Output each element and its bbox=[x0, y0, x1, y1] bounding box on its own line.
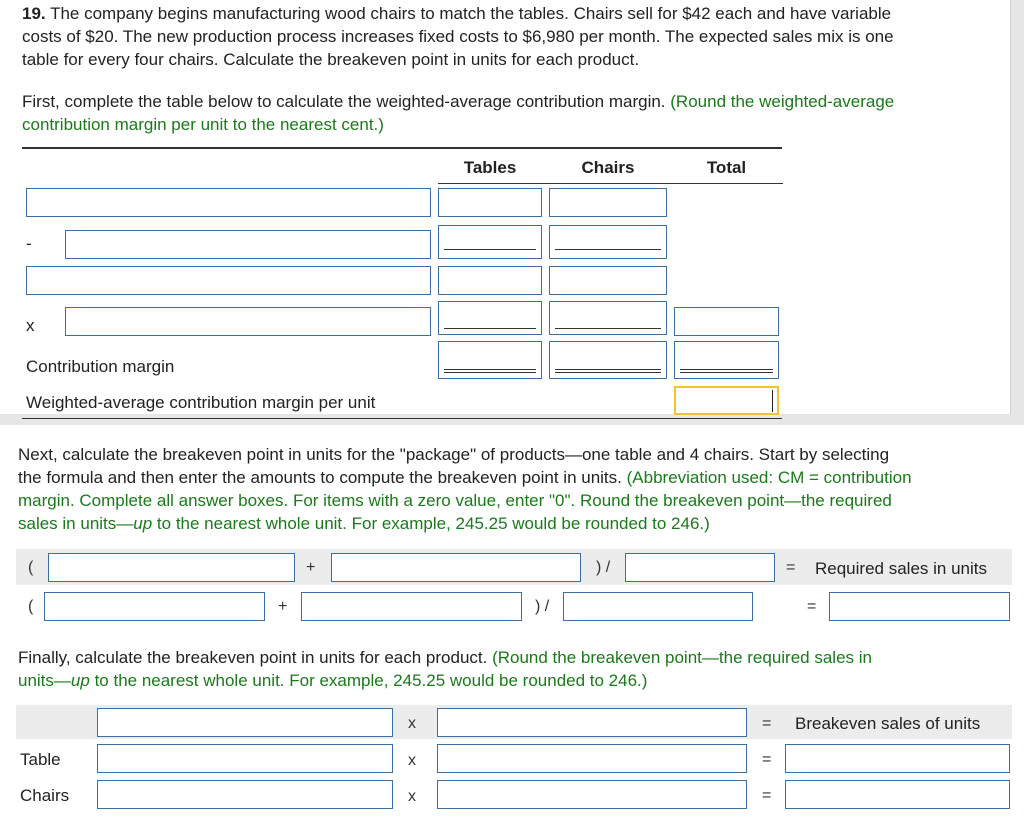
row4-label-input[interactable] bbox=[65, 307, 431, 336]
double-underline-top bbox=[555, 369, 661, 370]
chairs-item2-input[interactable] bbox=[437, 780, 747, 809]
chairs-result-input[interactable] bbox=[785, 780, 1010, 809]
row3-tables-input[interactable] bbox=[438, 266, 542, 295]
text-cursor bbox=[772, 390, 773, 412]
part3-line2-c: to the nearest whole unit. For example, 245.25 would be rounded to 246.) bbox=[89, 671, 648, 690]
row2-tables-input[interactable] bbox=[438, 225, 542, 259]
part3-line2-up: up bbox=[70, 671, 90, 690]
equals-sign: = bbox=[807, 598, 817, 615]
part2-line4-up: up bbox=[133, 514, 153, 533]
part3-line2-a: units— bbox=[18, 671, 71, 690]
underline bbox=[444, 249, 536, 250]
minus-sign: - bbox=[26, 234, 32, 253]
underline bbox=[555, 328, 661, 329]
part2-line4-a: sales in units— bbox=[18, 514, 134, 533]
close-paren-divide: ) / bbox=[596, 559, 611, 576]
row4-tables-input[interactable] bbox=[438, 301, 542, 335]
part2-panel bbox=[0, 425, 1024, 823]
part1-instruction-green: (Round the weighted-average bbox=[670, 92, 895, 111]
part2-line1: Next, calculate the breakeven point in units for the "package" of products—one table and 4 chairs. Start by selecting bbox=[18, 445, 890, 464]
equals-sign: = bbox=[762, 787, 772, 804]
plus-sign: + bbox=[306, 559, 316, 576]
question-line2: costs of $20. The new production process increases fixed costs to $6,980 per month. The expected sales mix is one bbox=[22, 27, 894, 46]
col-header-tables: Tables bbox=[463, 158, 517, 177]
breakeven-sales-label: Breakeven sales of units bbox=[795, 714, 981, 733]
plus-sign: + bbox=[278, 598, 288, 615]
row-chairs-label: Chairs bbox=[20, 786, 70, 805]
cm-tables-input[interactable] bbox=[438, 341, 542, 379]
contribution-margin-label: Contribution margin bbox=[26, 357, 175, 376]
times-sign: x bbox=[408, 752, 416, 769]
part3-line1-text: Finally, calculate the breakeven point in units for each product. bbox=[18, 648, 488, 667]
times-sign: x bbox=[408, 788, 416, 805]
table-result-input[interactable] bbox=[785, 744, 1010, 773]
part3-line1-green: (Round the breakeven point—the required sales in bbox=[492, 648, 872, 667]
times-sign: x bbox=[26, 316, 35, 335]
table-item2-input[interactable] bbox=[437, 744, 747, 773]
wacm-total-input[interactable] bbox=[674, 386, 779, 415]
header-bottom-rule bbox=[438, 183, 783, 184]
underline bbox=[444, 328, 536, 329]
open-paren: ( bbox=[28, 598, 34, 615]
row-table-label: Table bbox=[20, 750, 61, 769]
part2-line4 bbox=[18, 512, 710, 535]
double-underline-top bbox=[680, 369, 773, 370]
formula-item3-input[interactable] bbox=[625, 553, 775, 582]
double-underline-bottom bbox=[555, 372, 661, 373]
row2-chairs-input[interactable] bbox=[549, 225, 667, 259]
row3-label-input[interactable] bbox=[26, 266, 431, 295]
row2-label-input[interactable] bbox=[65, 230, 431, 259]
part2-line2 bbox=[18, 466, 1018, 489]
part2-line2-green: (Abbreviation used: CM = contribution bbox=[626, 468, 912, 487]
question-number: 19. bbox=[22, 4, 46, 23]
times-sign: x bbox=[408, 715, 416, 732]
cm-total-input[interactable] bbox=[674, 341, 779, 379]
part1-instruction bbox=[22, 90, 1002, 113]
equals-sign: = bbox=[762, 715, 772, 732]
open-paren: ( bbox=[28, 559, 34, 576]
amount1-input[interactable] bbox=[44, 592, 265, 621]
row4-total-input[interactable] bbox=[674, 307, 779, 336]
double-underline-top bbox=[444, 369, 536, 370]
required-sales-input[interactable] bbox=[829, 592, 1010, 621]
part1-instruction-green2: contribution margin per unit to the nearest cent.) bbox=[22, 115, 384, 134]
col-header-total: Total bbox=[706, 158, 747, 177]
row3-chairs-input[interactable] bbox=[549, 266, 667, 295]
part2-line4-c: to the nearest whole unit. For example, 245.25 would be rounded to 246.) bbox=[152, 514, 710, 533]
question-line1: The company begins manufacturing wood chairs to match the tables. Chairs sell for $42 each and have variable bbox=[50, 4, 892, 23]
double-underline-bottom bbox=[444, 372, 536, 373]
underline bbox=[555, 249, 661, 250]
amount2-input[interactable] bbox=[301, 592, 522, 621]
row4-chairs-input[interactable] bbox=[549, 301, 667, 335]
part3-line1 bbox=[18, 646, 1018, 669]
part1-instruction-text: First, complete the table below to calculate the weighted-average contribution margin. bbox=[22, 92, 666, 111]
table-top-rule bbox=[22, 147, 782, 149]
equals-sign: = bbox=[786, 559, 796, 576]
table-bottom-rule bbox=[22, 418, 782, 419]
close-paren-divide: ) / bbox=[535, 598, 550, 615]
row1-chairs-input[interactable] bbox=[549, 188, 667, 217]
part2-line2-text: the formula and then enter the amounts to compute the breakeven point in units. bbox=[18, 468, 622, 487]
part2-line3: margin. Complete all answer boxes. For items with a zero value, enter "0". Round the breakeven point—the required bbox=[18, 491, 892, 510]
wacm-label: Weighted-average contribution margin per unit bbox=[26, 393, 376, 412]
part1-panel bbox=[0, 0, 1011, 414]
formula-item2-input[interactable] bbox=[331, 553, 581, 582]
formula-item1-input[interactable] bbox=[48, 553, 295, 582]
amount3-input[interactable] bbox=[563, 592, 753, 621]
equals-sign: = bbox=[762, 751, 772, 768]
row1-tables-input[interactable] bbox=[438, 188, 542, 217]
row1-label-input[interactable] bbox=[26, 188, 431, 217]
table-item1-input[interactable] bbox=[97, 744, 393, 773]
question-text bbox=[22, 2, 1002, 25]
part3-header-item1-input[interactable] bbox=[97, 708, 393, 737]
chairs-item1-input[interactable] bbox=[97, 780, 393, 809]
question-line3: table for every four chairs. Calculate the breakeven point in units for each product. bbox=[22, 50, 640, 69]
col-header-chairs: Chairs bbox=[581, 158, 635, 177]
part3-header-item2-input[interactable] bbox=[437, 708, 747, 737]
double-underline-bottom bbox=[680, 372, 773, 373]
part3-line2 bbox=[18, 669, 647, 692]
required-sales-label: Required sales in units bbox=[815, 559, 987, 578]
cm-chairs-input[interactable] bbox=[549, 341, 667, 379]
